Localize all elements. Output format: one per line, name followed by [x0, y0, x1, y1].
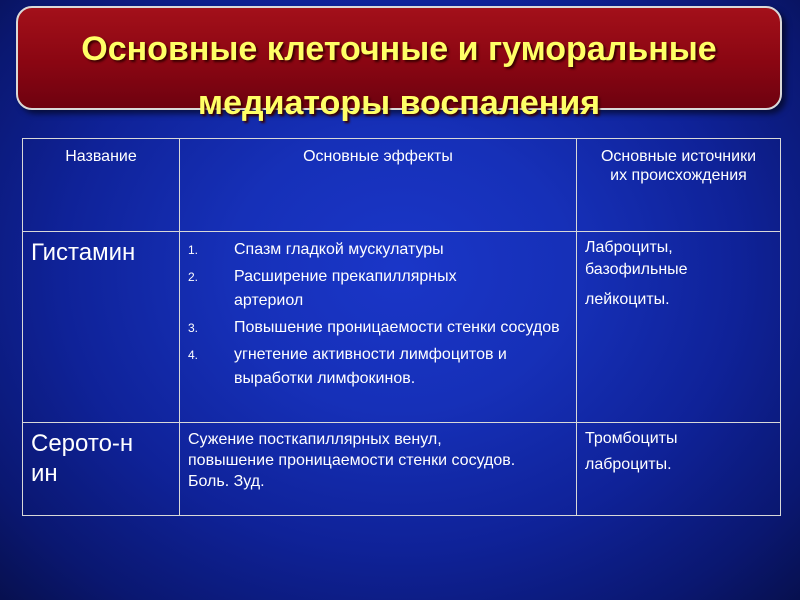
header-name: Название [23, 139, 180, 232]
list-item [188, 343, 570, 391]
table-row [23, 232, 781, 423]
sources-line: Лаброциты, базофильные [585, 239, 688, 278]
row-sources-serotonin [577, 423, 781, 516]
list-item [188, 265, 570, 313]
table-header-row [23, 139, 781, 232]
list-text: Расширение прекапиллярных артериол [234, 268, 457, 309]
serotonin-label: Серото-нин [31, 430, 134, 487]
sources-line: Тромбоциты [585, 430, 678, 447]
effects-list [188, 238, 570, 391]
list-number: 4. [188, 348, 199, 362]
list-text: Спазм гладкой мускулатуры [234, 241, 444, 258]
list-number: 1. [188, 243, 199, 257]
list-number: 3. [188, 321, 199, 335]
header-sources-label: Основные источники их происхождения [600, 148, 757, 184]
row-sources-histamine [577, 232, 781, 423]
row-effects-histamine [180, 232, 577, 423]
row-effects-serotonin [180, 423, 577, 516]
title-line-2: медиаторы воспаления [197, 84, 601, 122]
list-text: угнетение активности лимфоцитов и выработки лимфокинов. [234, 346, 507, 387]
list-item [188, 238, 570, 262]
row-name-histamine: Гистамин [23, 232, 180, 423]
header-sources [577, 139, 781, 232]
list-item [188, 316, 570, 340]
sources-line: лейкоциты. [585, 291, 670, 308]
list-number: 2. [188, 270, 199, 284]
list-text: Повышение проницаемости стенки сосудов [234, 319, 560, 336]
row-name-serotonin [23, 423, 180, 516]
table-row [23, 423, 781, 516]
sources-line: лаброциты. [585, 456, 672, 473]
header-effects: Основные эффекты [180, 139, 577, 232]
title-banner [16, 6, 782, 122]
mediators-table [22, 138, 780, 515]
title-line-1: Основные клеточные и гуморальные [81, 30, 717, 68]
effects-text: Сужение посткапиллярных венул, повышение проницаемости стенки сосудов. Боль. Зуд. [188, 431, 516, 490]
slide-title [18, 22, 780, 130]
